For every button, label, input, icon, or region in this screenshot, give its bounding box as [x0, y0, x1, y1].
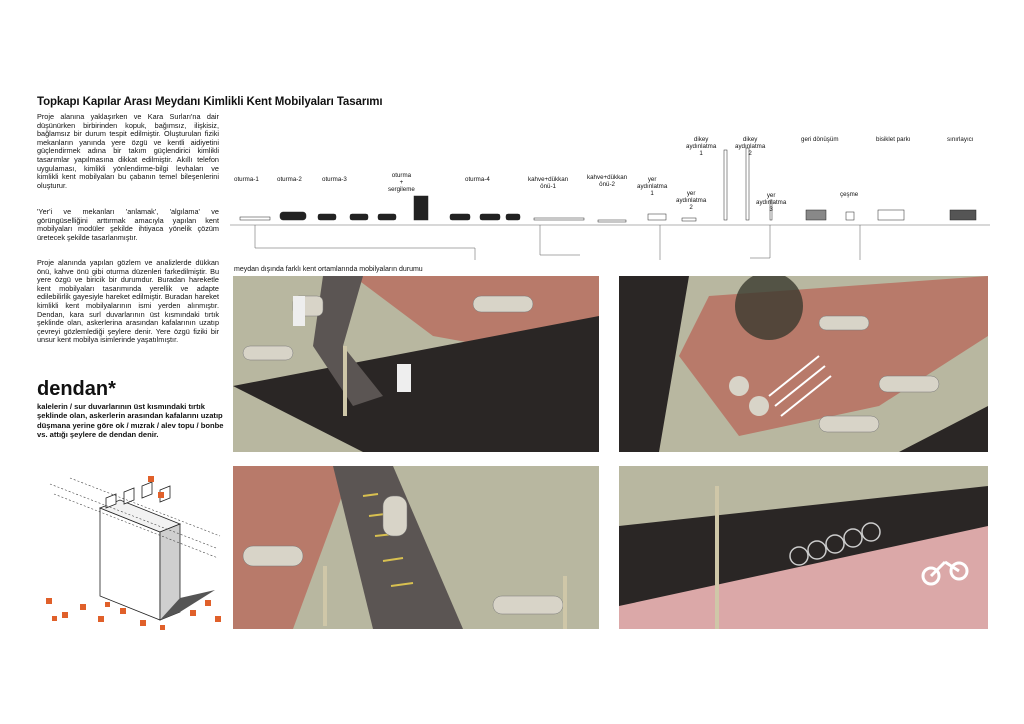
- label-yer-aydinlatma-3: yer aydınlatma 3: [756, 192, 787, 213]
- page-title: Topkapı Kapılar Arası Meydanı Kimlikli Kent Mobilyaları Tasarımı: [37, 96, 383, 108]
- furniture-elevation-strip: [230, 130, 990, 260]
- render-panel-1: [233, 276, 599, 452]
- dendan-heading: dendan*: [37, 378, 116, 400]
- label-oturma-3: oturma-3: [322, 176, 347, 183]
- render-panel-3: [233, 466, 599, 629]
- label-oturma-sergileme: oturma + sergileme: [388, 172, 415, 193]
- label-bisiklet-parki: bisiklet parkı: [876, 136, 911, 143]
- dendan-definition: kalelerin / sur duvarlarının üst kısmındaki tırtık şeklinde olan, askerlerin arasından kafalarını uzatıp düşmana yerine göre ok / mızrak / alev topu / bonbe vs. attığı şeylere de dendan denir.: [37, 402, 224, 439]
- label-dikey-aydinlatma-2: dikey aydınlatma 2: [735, 136, 766, 157]
- label-oturma-4: oturma-4: [465, 176, 490, 183]
- label-oturma-1: oturma-1: [234, 176, 259, 183]
- label-yer-aydinlatma-2: yer aydınlatma 2: [676, 190, 707, 211]
- renderings-caption: meydan dışında farklı kent ortamlarında mobilyaların durumu: [234, 266, 423, 273]
- dendan-wall-illustration: [40, 470, 230, 630]
- design-paragraph: 'Yer'i ve mekanları 'anlamak', 'algılama' ve görüngüselliğini arttırmak amacıyla yapılan kent mobilyaları modüler şekilde ihtiyaca yönelik çözüm üretecek şekilde tasarlanmıştır.: [37, 207, 219, 242]
- label-cesme: çeşme: [840, 191, 859, 198]
- label-dikey-aydinlatma-1: dikey aydınlatma 1: [686, 136, 717, 157]
- label-kahve-1: kahve+dükkan önü-1: [528, 176, 569, 190]
- analysis-paragraph: Proje alanında yapılan gözlem ve analizlerde dükkan önü, kahve önü gibi oturma düzenleri farkedilmiştir. Bu yere özgü ve biricik bir durumdur. Buradan hareketle kent mobilyaları tasarımında yerellik ve adapte edilebilirlik gayesiyle hareket edilmiştir. Buradan hareket kimlikli kent mobilyalarının ismi yerden alınmıştır. Dendan, kara surl duvarlarının üst kısmındaki tırtık şeklinde olan, askerlerina arasından kafalarının uzatıp çevreyi gözlemlediği şeylere denir. Yere özgü fiziki bir unsur kent mobilya isimlerinde yaşatılmıştır.: [37, 258, 219, 345]
- label-kahve-2: kahve+dükkan önü-2: [587, 174, 628, 188]
- label-geri-donusum: geri dönüşüm: [801, 136, 839, 143]
- render-panel-4: [619, 466, 988, 629]
- label-sinirlayici: sınırlayıcı: [947, 136, 974, 143]
- label-oturma-2: oturma-2: [277, 176, 302, 183]
- render-panel-2: [619, 276, 988, 452]
- label-yer-aydinlatma-1: yer aydınlatma 1: [637, 176, 668, 197]
- intro-paragraph: Proje alanına yaklaşırken ve Kara Surları'na dair düşünürken birbirinden kopuk, bağımsız, ilişkisiz, bağlamsız bir durum tespit edilmiştir. Oluşturulan fiziki mekanların yanında yere özgü ve kentli aidiyetini güçlendirmek adına bir takım güçlendirici kimlikli tasarımlar yapılmasına dikkat edilmiştir. Akıllı telefon uygulaması, kimlikli yönlendirme-bilgi levhaları ve kimlikli kent mobilyaları bu çabanın temel bileşenlerini oluşturur.: [37, 112, 219, 190]
